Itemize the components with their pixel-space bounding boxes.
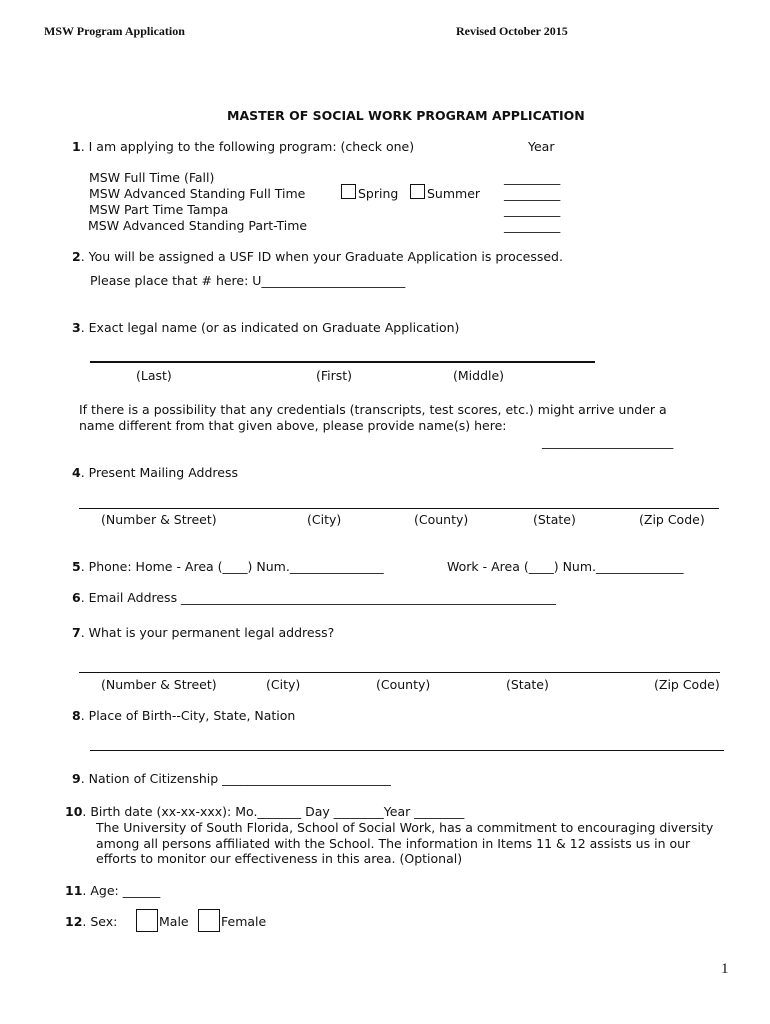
female-checkbox[interactable] [198,909,220,932]
permanent-county-label: (County) [376,677,431,692]
program-option-advanced-full-time[interactable]: MSW Advanced Standing Full Time [89,186,306,201]
program-option-advanced-part-time[interactable]: MSW Advanced Standing Part-Time [88,218,308,233]
diversity-statement-line3: efforts to monitor our effectiveness in this area. (Optional) [96,851,463,866]
q2-prompt [72,249,563,264]
year-field-3[interactable]: _________ [504,202,561,217]
q1-year-label: Year [528,139,555,154]
form-title: MASTER OF SOCIAL WORK PROGRAM APPLICATION [227,108,585,123]
mailing-zip-label: (Zip Code) [639,512,705,527]
birthdate-field[interactable]: . Birth date (xx-xx-xxx): Mo._______ Day ________Year ________ [82,804,465,819]
q11-age[interactable] [65,883,160,898]
work-phone-field[interactable]: Work - Area (____) Num.______________ [447,559,684,574]
mailing-address-field[interactable] [79,508,719,509]
diversity-statement-line1: The University of South Florida, School of Social Work, has a commitment to encouraging diversity [96,820,714,835]
q10-birthdate[interactable] [65,804,464,819]
male-label: Male [159,914,189,929]
q7-prompt [72,625,334,640]
q6-number: 6 [72,590,81,605]
q7-text: . What is your permanent legal address? [80,625,335,640]
q5-number: 5 [72,559,81,574]
q3-number: 3 [72,320,81,335]
female-label: Female [221,914,267,929]
spring-label: Spring [358,186,399,201]
last-name-label: (Last) [136,368,172,383]
q9-citizenship[interactable] [72,771,391,786]
alternate-name-field[interactable]: _____________________ [542,434,674,449]
q1-text: . I am applying to the following program: (check one) [80,139,415,154]
q12-sex [65,914,117,929]
age-field[interactable]: . Age: ______ [82,883,161,898]
summer-label: Summer [427,186,481,201]
year-field-1[interactable]: _________ [504,170,561,185]
q1-number: 1 [72,139,81,154]
q9-number: 9 [72,771,81,786]
q4-number: 4 [72,465,81,480]
mailing-county-label: (County) [414,512,469,527]
q8-text: . Place of Birth--City, State, Nation [80,708,296,723]
q4-text: . Present Mailing Address [80,465,238,480]
birthplace-field[interactable] [90,750,724,751]
q6-email[interactable] [72,590,556,605]
permanent-state-label: (State) [506,677,549,692]
q8-number: 8 [72,708,81,723]
permanent-zip-label: (Zip Code) [654,677,720,692]
q10-number: 10 [65,804,83,819]
q1-prompt [72,139,414,154]
usf-id-field[interactable]: Please place that # here: U_______________________ [90,273,406,288]
program-option-full-time[interactable]: MSW Full Time (Fall) [89,170,215,185]
summer-checkbox[interactable] [410,184,425,199]
male-checkbox[interactable] [136,909,158,932]
mailing-state-label: (State) [533,512,576,527]
permanent-city-label: (City) [266,677,301,692]
home-phone-field[interactable]: . Phone: Home - Area (____) Num._______________ [80,559,384,574]
q2-number: 2 [72,249,81,264]
mailing-city-label: (City) [307,512,342,527]
spring-checkbox[interactable] [341,184,356,199]
year-field-4[interactable]: _________ [504,218,561,233]
citizenship-field[interactable]: . Nation of Citizenship ___________________________ [80,771,391,786]
q5-home-phone[interactable] [72,559,384,574]
q3-text: . Exact legal name (or as indicated on Graduate Application) [80,320,460,335]
permanent-address-field[interactable] [79,672,720,673]
legal-name-field[interactable] [90,361,595,363]
header-left: MSW Program Application [44,24,185,38]
q8-prompt [72,708,295,723]
mailing-street-label: (Number & Street) [101,512,217,527]
program-option-part-time-tampa[interactable]: MSW Part Time Tampa [89,202,229,217]
q3-prompt [72,320,459,335]
page-number: 1 [721,961,729,977]
q12-number: 12 [65,914,83,929]
q2-text: . You will be assigned a USF ID when your Graduate Application is processed. [80,249,563,264]
q11-number: 11 [65,883,83,898]
diversity-statement-line2: among all persons affiliated with the School. The information in Items 11 & 12 assists us in our [96,836,691,851]
alternate-name-note-line1: If there is a possibility that any credentials (transcripts, test scores, etc.) might arrive under a [79,402,667,417]
first-name-label: (First) [316,368,353,383]
middle-name-label: (Middle) [453,368,505,383]
q7-number: 7 [72,625,81,640]
sex-label: . Sex: [82,914,118,929]
permanent-street-label: (Number & Street) [101,677,217,692]
alternate-name-note-line2: name different from that given above, please provide name(s) here: [79,418,507,433]
year-field-2[interactable]: _________ [504,186,561,201]
email-field[interactable]: . Email Address ____________________________________________________________ [80,590,557,605]
header-right: Revised October 2015 [456,24,568,38]
q4-prompt [72,465,238,480]
